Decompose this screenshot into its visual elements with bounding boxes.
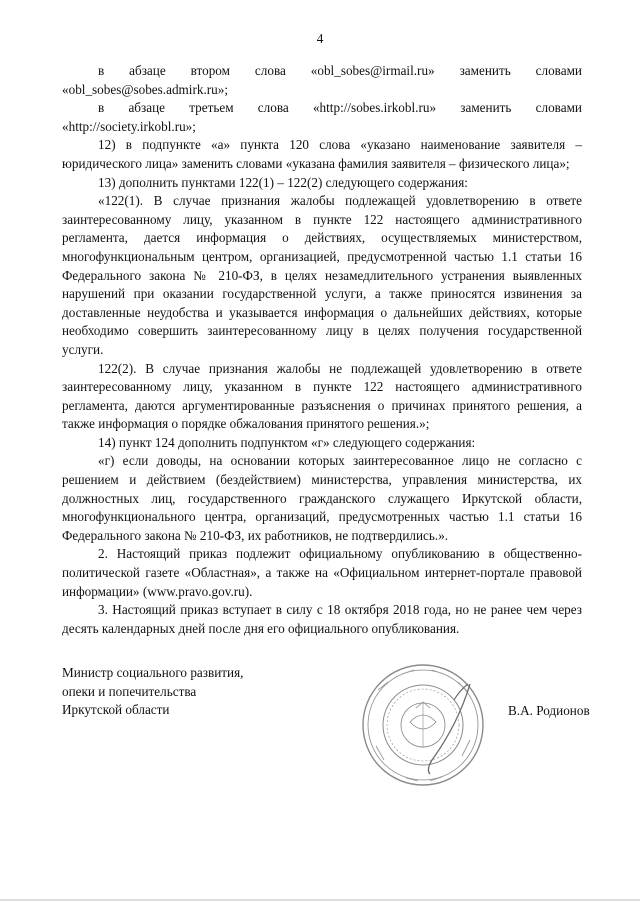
signature-title-line: опеки и попечительства xyxy=(62,683,197,699)
signature-title xyxy=(62,664,243,720)
signature-title-line: Иркутской области xyxy=(62,702,170,718)
paragraph-122-2: 122(2). В случае признания жалобы не подлежащей удовлетворению в ответе заинтересованному лицу, указанном в пункте 122 настоящего административного регламента, даются аргументированные разъяснения о причинах принятого решения, а также информация о порядке обжалования принятого решения.»; xyxy=(62,360,582,432)
signatory-name: В.А. Родионов xyxy=(508,703,590,718)
paragraph-item-12: 12) в подпункте «а» пункта 120 слова «указано наименование заявителя – юридического лица» заменить словами «указана фамилия заявителя – физического лица»; xyxy=(62,137,582,171)
paragraph-email-change: в абзаце втором слова «obl_sobes@irmail.ru» заменить словами «obl_sobes@sobes.admirk.ru»; xyxy=(62,63,582,97)
paragraph-122-1: «122(1). В случае признания жалобы подлежащей удовлетворению в ответе заинтересованному лицу, указанном в пункте 122 настоящего административного регламента, дается информация о действиях, осуществляемых министерством, многофункциональным центром, организацией, предусмотренной частью 1.1 статьи 16 Федерального закона № 210-ФЗ, в целях незамедлительного устранения выявленных нарушений при оказании государственной услуги, а также приносятся извинения за доставленные неудобства и указывается информация о дальнейших действиях, которые необходимо совершить заинтересованному лицу в целях получения государственной услуги. xyxy=(62,193,582,357)
page-bottom-edge xyxy=(0,899,640,901)
official-seal-icon xyxy=(358,660,488,790)
paragraph-effective-date: 3. Настоящий приказ вступает в силу с 18 октября 2018 года, но не ранее чем через десять календарных дней после дня его официального опубликования. xyxy=(62,602,582,636)
paragraph-site-change: в абзаце третьем слова «http://sobes.irkobl.ru» заменить словами «http://society.irkobl.ru»; xyxy=(62,100,582,134)
signature-title-line: Министр социального развития, xyxy=(62,665,244,680)
paragraph-subitem-g: «г) если доводы, на основании которых заинтересованное лицо не согласно с решением и действием (бездействием) министерства, управления министерства, их должностных лиц, государственного гражданского служащего Иркутской области, многофункционального центра, организаций, предусмотренных частью 1.1 статьи 16 Федерального закона № 210-ФЗ, их работников, не подтвердились.». xyxy=(62,453,582,543)
paragraph-item-13: 13) дополнить пунктами 122(1) – 122(2) следующего содержания: xyxy=(98,174,468,190)
paragraph-publication: 2. Настоящий приказ подлежит официальному опубликованию в общественно-политической газете «Областная», а также на «Официальном интернет-портале правовой информации» (www.pravo.gov.ru). xyxy=(62,546,582,599)
paragraph-item-14: 14) пункт 124 дополнить подпунктом «г» следующего содержания: xyxy=(98,434,476,450)
page-number: 4 xyxy=(316,31,324,46)
document-body xyxy=(62,62,582,638)
